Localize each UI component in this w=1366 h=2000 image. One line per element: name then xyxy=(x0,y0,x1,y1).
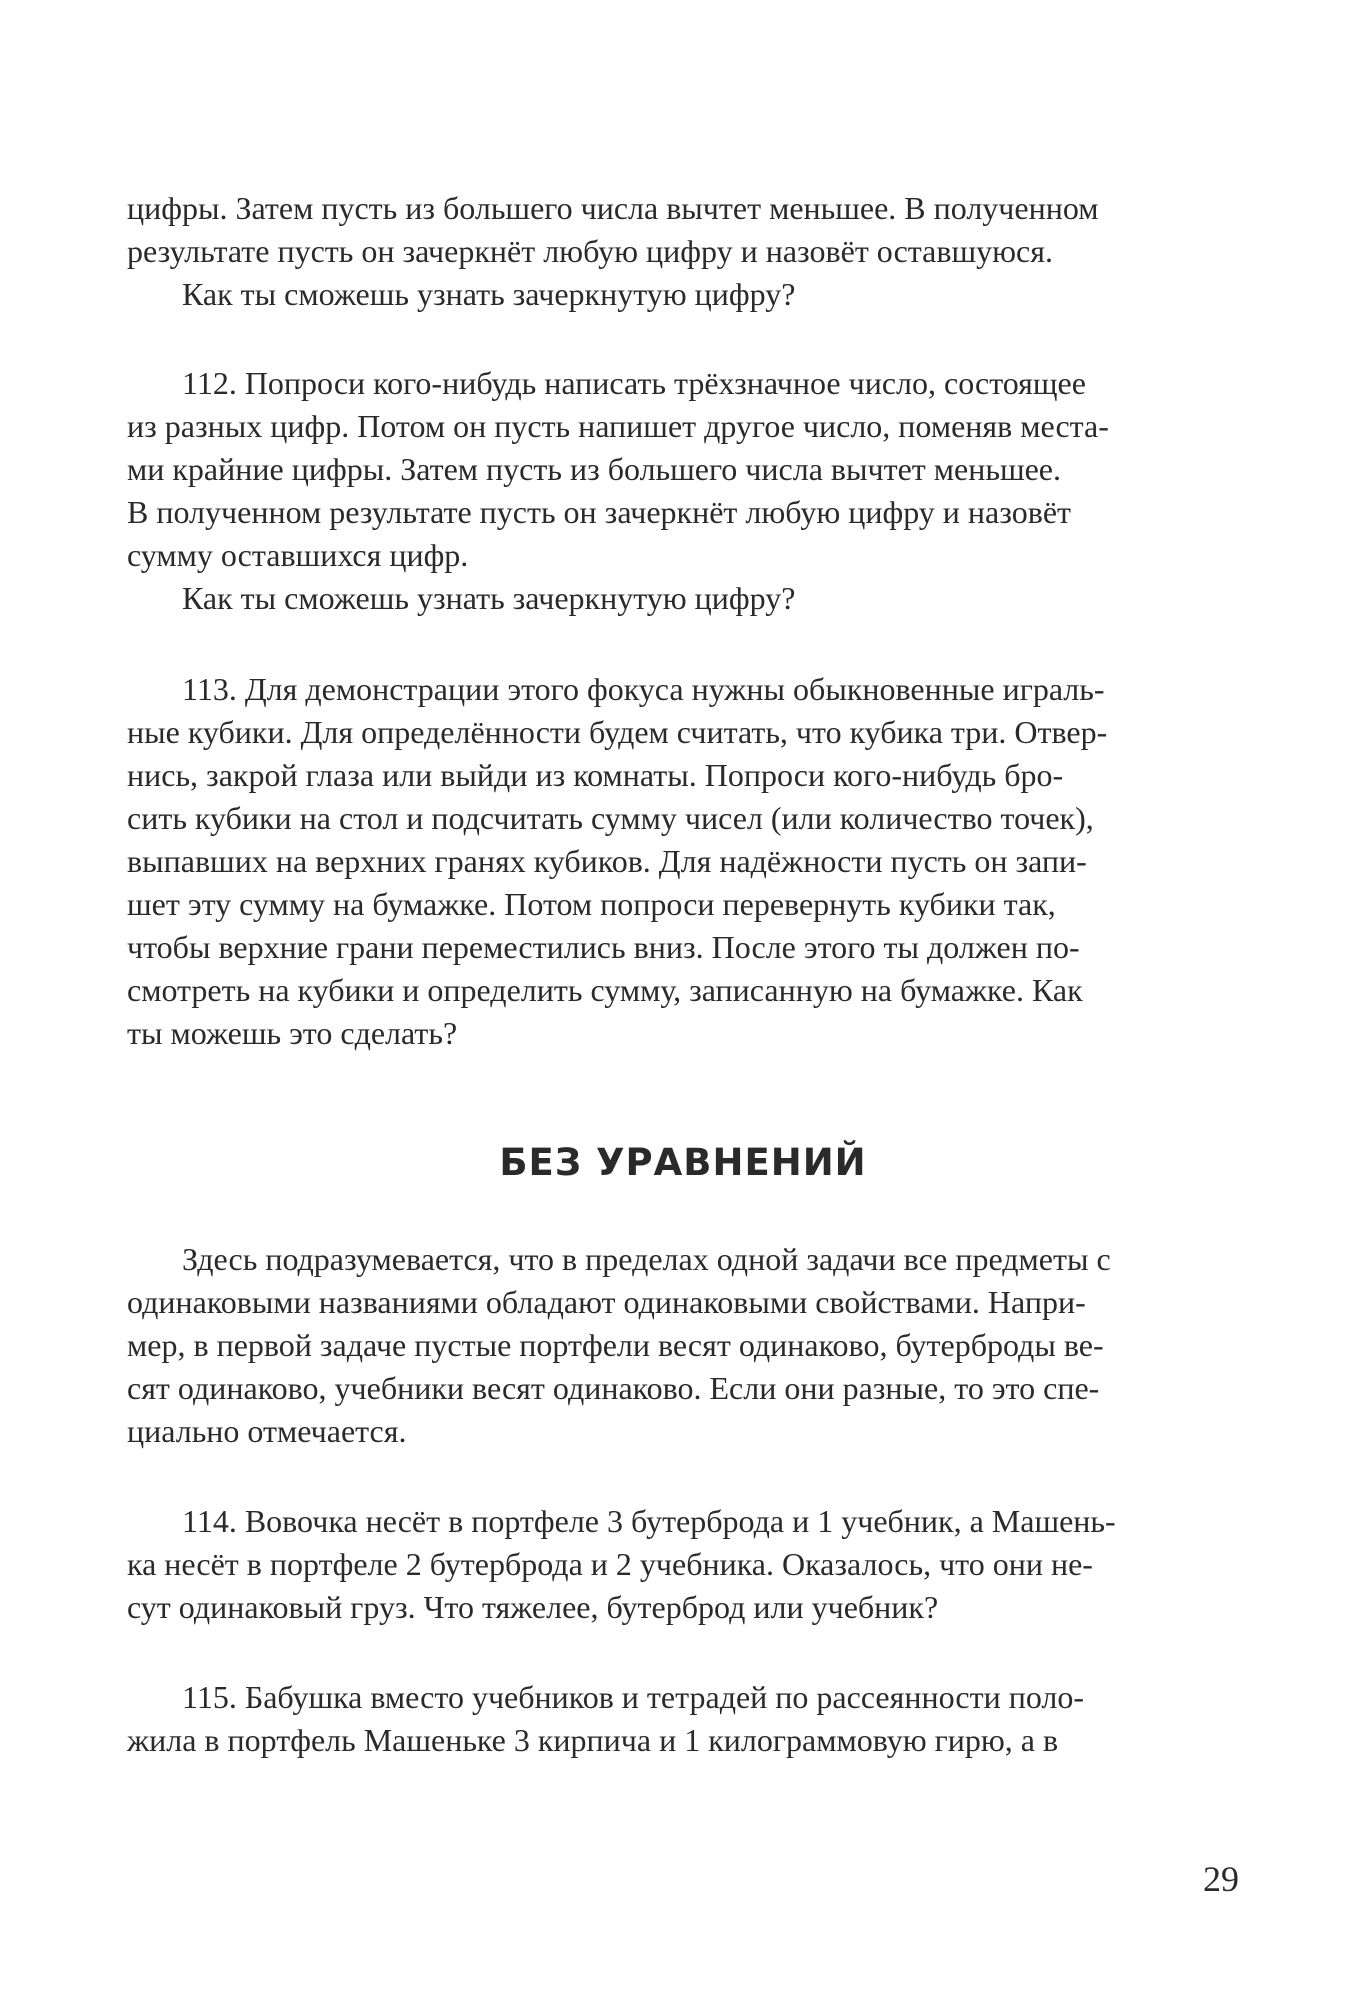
text-line: сить кубики на стол и подсчитать сумму чисел (или количество точек), xyxy=(127,800,1094,836)
problem-114 xyxy=(127,1500,1239,1629)
problem-113 xyxy=(127,668,1239,1055)
text-line: ми крайние цифры. Затем пусть из большего числа вычтет меньшее. xyxy=(127,451,1061,487)
text-line: смотреть на кубики и определить сумму, записанную на бумажке. Как xyxy=(127,972,1083,1008)
text-line: из разных цифр. Потом он пусть напишет другое число, поменяв места- xyxy=(127,408,1109,444)
text-line: ты можешь это сделать? xyxy=(127,1015,458,1051)
problem-112 xyxy=(127,362,1239,620)
text-line: В полученном результате пусть он зачеркнёт любую цифру и назовёт xyxy=(127,494,1071,530)
question-line: Как ты сможешь узнать зачеркнутую цифру? xyxy=(182,276,796,312)
text-line: сут одинаковый груз. Что тяжелее, бутерброд или учебник? xyxy=(127,1589,939,1625)
section-title: БЕЗ УРАВНЕНИЙ xyxy=(499,1141,867,1184)
problem-115 xyxy=(127,1676,1239,1762)
text-line: результате пусть он зачеркнёт любую цифру и назовёт оставшуюся. xyxy=(127,233,1053,269)
text-line: 115. Бабушка вместо учебников и тетрадей по рассеянности поло- xyxy=(182,1679,1085,1715)
text-line: Здесь подразумевается, что в пределах одной задачи все предметы с xyxy=(182,1241,1111,1277)
page-number: 29 xyxy=(1203,1859,1239,1899)
text-line: чтобы верхние грани переместились вниз. После этого ты должен по- xyxy=(127,929,1080,965)
text-line: сумму оставшихся цифр. xyxy=(127,537,469,573)
text-line: жила в портфель Машеньке 3 кирпича и 1 килограммовую гирю, а в xyxy=(127,1722,1059,1758)
text-line: ка несёт в портфеле 2 бутерброда и 2 учебника. Оказалось, что они не- xyxy=(127,1546,1093,1582)
text-line: 112. Попроси кого-нибудь написать трёхзначное число, состоящее xyxy=(182,365,1086,401)
text-line: шет эту сумму на бумажке. Потом попроси перевернуть кубики так, xyxy=(127,886,1056,922)
text-line: 113. Для демонстрации этого фокуса нужны обыкновенные играль- xyxy=(182,671,1105,707)
text-line: цифры. Затем пусть из большего числа вычтет меньшее. В полученном xyxy=(127,190,1099,226)
text-line: 114. Вовочка несёт в портфеле 3 бутерброда и 1 учебник, а Машень- xyxy=(182,1503,1116,1539)
text-line: циально отмечается. xyxy=(127,1413,407,1449)
text-line: сят одинаково, учебники весят одинаково. Если они разные, то это спе- xyxy=(127,1370,1100,1406)
section-intro xyxy=(127,1238,1239,1453)
text-line: одинаковыми названиями обладают одинаковыми свойствами. Напри- xyxy=(127,1284,1086,1320)
text-line: нись, закрой глаза или выйди из комнаты. Попроси кого-нибудь бро- xyxy=(127,757,1064,793)
text-line: выпавших на верхних гранях кубиков. Для надёжности пусть он запи- xyxy=(127,843,1087,879)
question-line: Как ты сможешь узнать зачеркнутую цифру? xyxy=(182,580,796,616)
text-line: ные кубики. Для определённости будем считать, что кубика три. Отвер- xyxy=(127,714,1108,750)
text-line: мер, в первой задаче пустые портфели весят одинаково, бутерброды ве- xyxy=(127,1327,1104,1363)
problem-111-continuation xyxy=(127,187,1239,316)
